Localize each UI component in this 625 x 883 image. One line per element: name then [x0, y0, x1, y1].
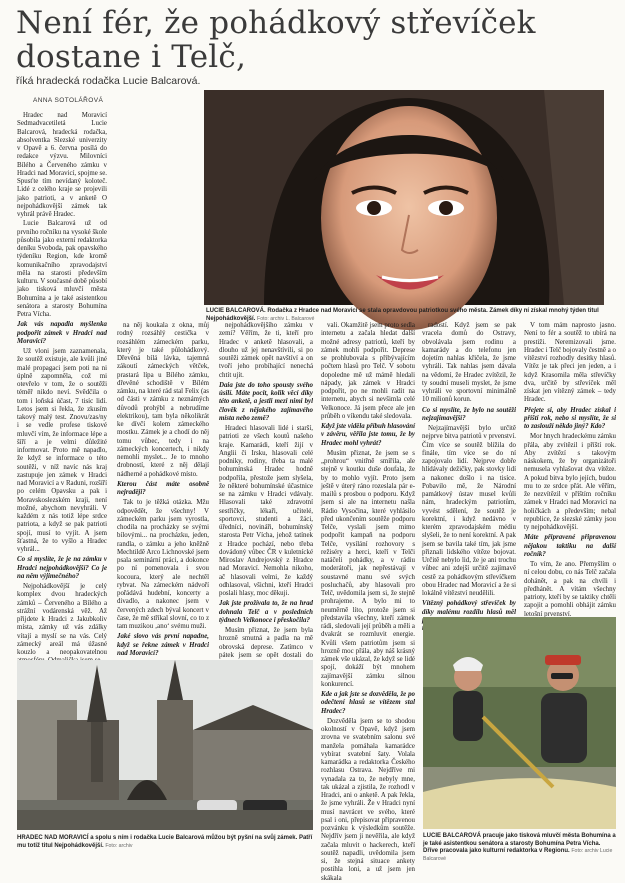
- canoe-caption: [423, 833, 616, 863]
- col2-question: Jaké slovo vás první napadne, když se řekne zámek v Hradci nad Moravicí?: [117, 633, 209, 657]
- castle-caption: [17, 835, 313, 850]
- castle-caption-text: HRADEC NAD MORAVICÍ a spolu s ním i rodačka Lucie Balcarová můžou být pyšní na svůj zámek. Patří mu totiž titul Nejpohádkovější.: [17, 835, 313, 849]
- top-photo-caption: [206, 308, 614, 323]
- column-4: [321, 322, 415, 882]
- col5-question: Vítězný pohádkový střevíček by díky malému rozdílu hlasů měl: [422, 600, 516, 616]
- col6-para: Mor hnych hradeckému zámku přála, aby zvítězil i příští rok. Aby zvítězí s takovým náskokem, že by organizátoři nemusela vyhlašovat dva vítěze. A pokud bitva bylo jejích, budou mu to ze srdce přát. Ale věřím, že nezvítězil v příštím ročníku zámek v Hradci nad Moravicí na holičkách a především; nebal republice, že slezské zámky jsou ty nejpohádkovější.: [524, 433, 616, 531]
- col4-para: Dozvěděla jsem se to shodou okolností v Opavě, když jsem zrovna ve svatebním salonu své manžela pomáhala kamarádce vybírat svatební šaty. Volala kamarádka a redaktorka Českého rozhlasu Ostrava. Nejdříve mi vynadala za to, že nebyly mne, tak ukázal a zjistila, že rozhodl v Hradci, ani o anketě. A pak řekla, že jsme vyhráli. Že v Hradci nyní musí navrácet ve svého, které psal i oni, přepisovat připravenou pozvánku k výsledkům soutěže. Nejdřív jsem ji nevěřila, ale když začala mluvit o hackerech, kteří soutěž napadli, uvědomila jsem si, že stejná situace ankety postihla loni, a už jsem jen skákala: [321, 717, 415, 882]
- article-subtitle: říká hradecká rodačka Lucie Balcarová.: [16, 75, 201, 87]
- col3-para: nejpohádkovějšího zámku v zemi? Věřím, že ti, kteří pro Hradec v anketě hlasovali, a dlouho už jej nenavštívili, si po soutěži zámek opět navštíví a on tvoří jeho probíhající nenechá chtít ujít.: [219, 322, 313, 379]
- column-1: [17, 112, 107, 657]
- col2-question: Kterou část máte osobně nejraději?: [117, 480, 209, 496]
- portrait-photo: [204, 90, 604, 305]
- top-caption-text: LUCIE BALCAROVÁ. Rodačka z Hradce nad Moravicí se stala opravdovou patriotkou svého města. Zámek díky ní získal mnohý týden titul Nejpohádkovější.: [206, 308, 599, 322]
- col3-question: Jak jste prožívala to, že na hrad dohnala Telč a v posledních týdnech Velkonoce i přeskočila?: [219, 600, 313, 624]
- col6-question: Máte připravené připravenou nějakou taktiku na další ročník?: [524, 534, 616, 558]
- canoe-photo: [423, 617, 616, 829]
- col1-para: Hradec nad Moravicí Sedmadvacetiletá Lucie Balcarová, hradecká rodačka, absolventka Slezské univerzity v Opavě a 6. června posílá do redakce výzvu. Milovníci Bílého a Červeného zámku v Hradci nad Moravicí, spojme se. Spusťte tím nevídaný koloteč. Lidé z celého kraje se projevili jako patrioti, a v anketě O nejpohádkovější zámek tak vyhrál právě Hradec.: [17, 112, 107, 218]
- col4-question: Kde a jak jste se dozvěděla, že po odečtení hlasů se vítězem stal Hradec?: [321, 691, 415, 715]
- col1-para: Nejpohádkovější je celý komplex dvou hradeckých zámků – Červeného a Bílého a strážní vodárenská věž. Až přijdete k Hradci z Jakubkoliv místa, zámky už vás zdálky vítají a myslí se na vás. Celý zámecký areál má úžasné kouzlo a neopakovatelnou: [17, 583, 107, 656]
- col5-para: radostí. Když jsem se pak vracela domů do Ostravy, obvolávala jsem rodinu a kamarády a do telefonu jen dojetím nahlas křičela, že jsme vyhráli. Tak nahlas jsem dávala na vědomí, že Hradec zvítězil, že ty soudní museli myslet, že jsme vyhráli ve sportovní minimálně 10 milionů korun.: [422, 322, 516, 404]
- col1-para: Lucie Balcarová už od prvního ročníku na vysoké škole působila jako externí redaktorka deníku Svoboda, pak opavského týdeníku Region, kde kromě komunikačního zpravodajství měla na starosti především kulturu. V současné době působí jako tisková mluvčí města Bohumína a je také asistentkou senátora a starosty Bohumína Petra Vícha.: [17, 220, 107, 318]
- author-byline: ANNA SOTOLÁŘOVÁ: [33, 97, 104, 104]
- col6-question: Přejete si, aby Hradec získal i příští rok, nebo si myslíte, že si to zaslouží někdo jiný? Kdo?: [524, 406, 616, 430]
- col3-question: Daia jste do toho spousty svého úsilí. Máte pocit, kolik věcí díky této anketě, a jestli mezi nimi byl člověk z nějakého zajímavého místa nebo země?: [219, 381, 313, 422]
- castle-photo: [17, 660, 313, 830]
- col4-para: Musím přiznat, že jsem se s „prohrou“ vnitřně smířila, ale stejně v koutku duše doufala, že by to mohlo vyjít. Proto jsem ještě v úterý ráno rozeslala pár e-mailů s prosbou o podporu. Když jsem si ale na internetu našla Rádio Vysočina, které vyhlásilo před ukončením soutěže podporu Telče, vyslali jsem mimo podpořit kampaň na podporu Telče, vysílání rozhovory s režiséry a herci, kteří v Telči natáčeli pohádky, a v rádiu moderátoři, jak nepřestávají v soustavné manu své svých posluchačů, aby hlasovali pro Telč, uvědomila jsem si, že stejně prohrajeme. A bylo mi to neuměrně líto, protože jsem si představila všechny, kteří zámek rádi, sledovali její průběh a měli a dvakrát se rozmluvit energie. Kvůli všem patriotům jsem si hrozně moc přála, aby náš krásný zámek vše ukázal, že když se lidé spojí, dokáží být mnohem zajímavější zámku silnou konkurencí.: [321, 449, 415, 688]
- col3-para: Hradeci hlasovali lidé i starší, patrioti ze všech koutů našeho kraje. Kamarádi, kteří žijí v Anglii či Irsku, hlasovali celé podniky, rodiny, třeba ta malé bohumínská Hradec hodně podpořila, přestože jsem slyšela, že některé bohumínské účastnice se na zámku v Hradci vdávaly. Hlasovali také zdravotní sestřičky, lékaři, učitelé, sportovci, studenti a žáci, úředníci, novináři, bohumínský starosta Petr Vícha, jehož tatínek z Hradce pochází, nebo třeba dovádoný vůbec ČR v kuletnícké Miroslav Andrejovský z Hradce nad Moravicí. Nemohla nikoho, ač hlasovali velmi, že každý odhlasoval, všichni, kteří Hradci poslali hlasy, moc děkuji.: [219, 425, 313, 597]
- canoe-illustration: [423, 617, 616, 829]
- canoe-caption-credit: Foto: archiv Lucie Balcarové: [423, 848, 613, 862]
- col2-para: na něj koukala z okna, můj rodný rozsáhlý cestička v rozsáhlém zámeckém parku, který je také půlohádkový. Dřevěná bílá lávka, tajemná zákoutí zámeckých větček, prastará lípa u Bílého zámku, dřevěné schodiště v Bílém zámku, na které rád stal Felix (as od části v zámku z neznámých důvodů prohýbl a nebrudíme elektrikou), tam byla několikrát ke dívčí kolem zámeckého mostku. Zámek je a chodí do něj tomu vůbec, tedy i na zámeckých koncertech, i nikdy nemohli myslet... Je to mnoho drobností, které z něj dělají nádherné a pohádkové místo.: [117, 322, 209, 478]
- column-6: [524, 322, 616, 618]
- col4-para: vali. Okamžitě jsem proto sedla internetu a začala hledat další možné adresy patriotů, kteří by zámek mohli podpořit. Deprese se prohlubovala s přibývajícím počtem hlasů pro Telč. V sobotu dopoledne mě už mámě hledali nápady, jak zámek v Hradci podpořit, po ne mohli radit na internetu, abych si nevšimla celé Velkonoce. Já jsem přece ale jen průběh o víkendu také sledovala.: [321, 322, 415, 420]
- canoe-caption-text: LUCIE BALCAROVÁ pracuje jako tisková mluvčí města Bohumína a je také asistentkou senátora a starosty Bohumína Petra Vícha. Dříve pracovala jako kulturní redaktorka v Regionu.: [423, 833, 616, 854]
- column-5: [422, 322, 516, 615]
- col5-question: Co si myslíte, že bylo na soutěži nejzajímavější?: [422, 406, 516, 422]
- column-2: [117, 322, 209, 657]
- column-3: [219, 322, 313, 657]
- col6-para: To vím, že ano. Přemyšlím o ní celou dobu, co nás Telč začala dohánět, a pak na chvíli i předhánět. A vítám všechny patrioty, kteří by se taktiky chtěli zapojit a pomohli obhájit zámku letošní prvenství.: [524, 561, 616, 618]
- col1-para: Už vloni jsem zaznamenala, že soutěž existuje, ale kvůli jiné malé propagaci jsem poti na ni úplně zapomněla, což mi otevřelo v tom, že o soutěži téměř nikdo neví. Svědčila o tom i loňská účast, 7 tisíc lidí. Letos jsem si řekla, že zkusím takový malý test. Znovu/zas/ny i se vedle profese tiskové mluvčí vím, že informace lépe a šíří a je velmi důležité informovat. Proto mě napadlo, že když se informace o této soutěži, v níž navíc nás kraj zastupuje jen zámek v Hradci nad Moravicí a v Raduni, rozšíří po celém Opavsku a pak i Moravskoslezském kraji, není možné, abychom nevyhráli. V každém z nás totiž lépe srdce patriota, a když se pak patrioti spojí, musí to vyjít. A jsem šťastná, že to vyšlo a Hradec vyhrál...: [17, 348, 107, 553]
- article-title: Není fér, že pohádkový střevíček dostane i Telč,: [16, 5, 536, 75]
- col1-question: Jak vás napadla myšlenka podpořit zámek v Hradci nad Moravicí?: [17, 321, 107, 345]
- col3-para: Musím přiznat, že jsem byla hrozně smutná a padla na mě obrovská deprese. Zatímco v pátek jsem se opět dostali do: [219, 627, 313, 659]
- col5-para: Nejzajímavější bylo určitě nejprve bitva patriotů v prvenství. Čím více se soutěž blížila do finále, tím více se do ní zapojovalo lidí. Nejprve dobře hlídávaly dežičky, pak stovky lidí a nakonec došlo i na tisíce. Pobavilo mě, že Národní památkový ústav musel kvůli nám, hradeckým patriotům, vyvést sdělení, že soutěž je korektní, i když nedávno v kterém zpravodajském médiu slyšeli, že to není korektní. A pak jsem se bavila také tím, jak jsme přiznali lidského vítěze bojovat. Určitě nebylo lid, že je ani trochu vůbec ani zdejší určitě zajímavě cestě za pohádkovým střevíčkem obou Hradec nad Moravicí a že si lokálně vítězství neudělili.: [422, 425, 516, 597]
- portrait-illustration: [204, 90, 604, 305]
- castle-caption-credit: Foto: archiv: [105, 842, 133, 849]
- top-caption-credit: Foto: archiv L. Balcarové: [257, 315, 315, 322]
- col6-para: V tom mám naprosto jasno. Není to fér a soutěž to ubírá na prestiži. Neremizovali jsme. Hradec i Telč bojovaly čestně a o vítězství rozhodly desítky hlasů. Vítěz je tak přeci jen jeden, a i když Krasomila měla střevíčky dva, určitě by střevíček měl získat jen vítězný zámek – tedy Hradec.: [524, 322, 616, 404]
- castle-illustration: [17, 660, 313, 830]
- col1-question: Co si myslíte, že je na zámku v Hradci nejpohádkovější? Co je na něm výjimečného?: [17, 556, 107, 580]
- col2-para: Tak to je těžká otázka. Mžu odpovědět, že všechny! V zámeckém parku jsem vyrostla, chodila na procházky se svými bílovými... na procházku, jeden, randla, o zámku a jeho kněžně Mechtildě Arco Lichnovské jsem psala seminární práci, a dokonce po ní pomenovala i svou kocoura, který ale nechtěl rybvat. Na zámeckém nádvoří pořádává hudební, koncerty a divadlo, a nakonec jsem v červených zdech býval koncert v čase, že mě stříkal slovní, co to z tam muzikou ‚ano‘ svému muži.: [117, 499, 209, 630]
- col4-question: Když jste viděla příbuh hlasování v závěru, věřila jste tomu, že by Hradec mohl vyhrát?: [321, 423, 415, 447]
